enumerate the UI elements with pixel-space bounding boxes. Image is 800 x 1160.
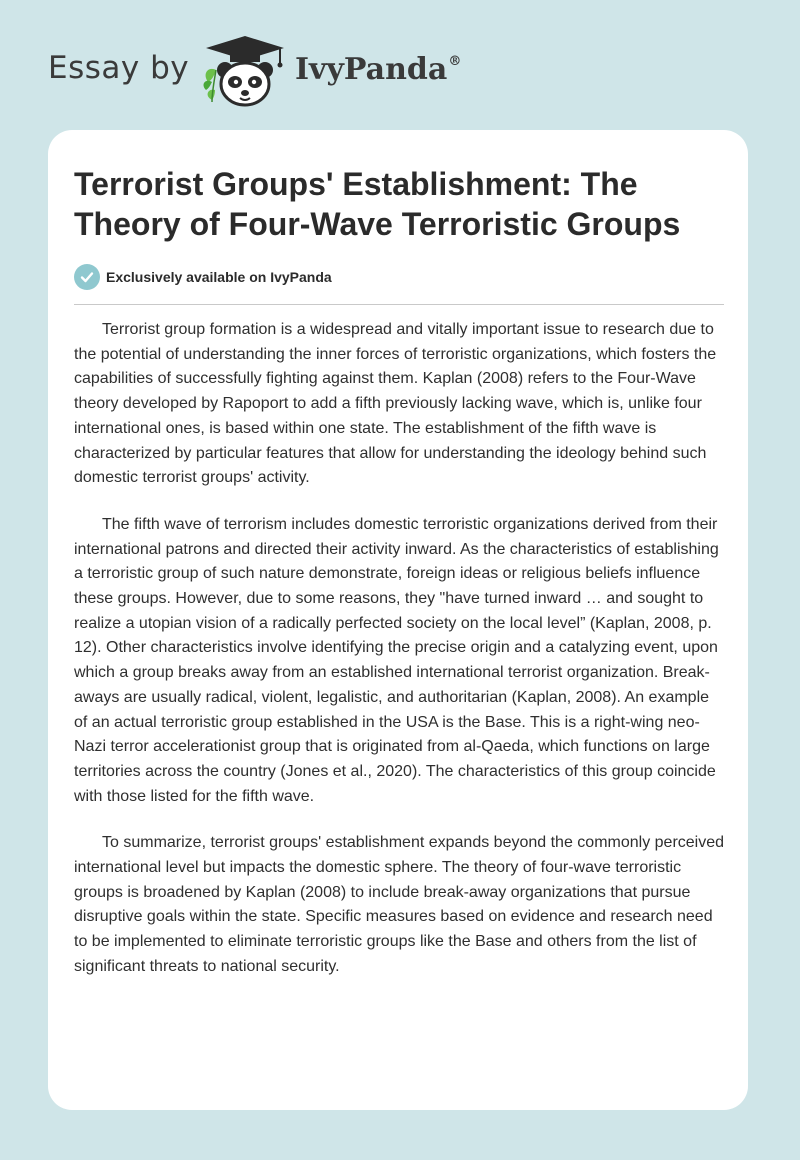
brand-prefix: Essay by (48, 50, 190, 86)
panda-logo-icon[interactable] (200, 30, 290, 110)
essay-body (74, 318, 726, 1002)
essay-card (48, 130, 748, 1110)
exclusive-label: Exclusively available on IvyPanda (106, 269, 332, 285)
site-header (0, 0, 800, 130)
paragraph: Terrorist group formation is a widespread and vitally important issue to research due to the potential of understanding the inner forces of terroristic organizations, which fosters the capabilities of successfully fighting against them. Kaplan (2008) refers to the Four-Wave theory developed by Rapoport to add a fifth previously lacking wave, which is, unlike four international ones, is based within one state. The establishment of the fifth wave is characterized by particular features that allow for understanding the ideology behind such domestic terrorist groups' activity. (74, 321, 717, 487)
paragraph: To summarize, terrorist groups' establishment expands beyond the commonly perceived international level but impacts the domestic sphere. The theory of four-wave terroristic groups is broadened by Kaplan (2008) to include break-away organizations that pursue disruptive goals within the state. Specific measures based on evidence and research need to be implemented to eliminate terroristic groups like the Base and others from the list of significant threats to national security. (74, 834, 725, 975)
page-title: Terrorist Groups' Establishment: The Theory of Four-Wave Terroristic Groups (74, 166, 681, 242)
divider (74, 304, 724, 305)
paragraph: The fifth wave of terrorism includes domestic terroristic organizations derived from their international patrons and directed their activity inward. As the characteristics of establishing a terroristic group of such nature demonstrate, foreign ideas or religious beliefs influence these groups. However, due to some reasons, they "have turned inward … and sought to realize a utopian vision of a radically perfected society on the local level” (Kaplan, 2008, p. 12). Other characteristics involve identifying the precise origin and a catalyzing event, upon which a group breaks away from an established international terrorist organization. Break-aways are usually radical, violent, legalistic, and authoritarian (Kaplan, 2008). An example of an actual terroristic group established in the USA is the Base. This is a right-wing neo-Nazi terror accelerationist group that is originated from al-Qaeda, which functions on large territories across the country (Jones et al., 2020). The characteristics of this group coincide with those listed for the fifth wave. (74, 515, 719, 805)
trademark-symbol: ® (448, 54, 462, 69)
brand-name[interactable]: IvyPanda® (295, 52, 462, 87)
exclusive-badge (74, 264, 332, 290)
checkmark-icon (74, 264, 100, 290)
